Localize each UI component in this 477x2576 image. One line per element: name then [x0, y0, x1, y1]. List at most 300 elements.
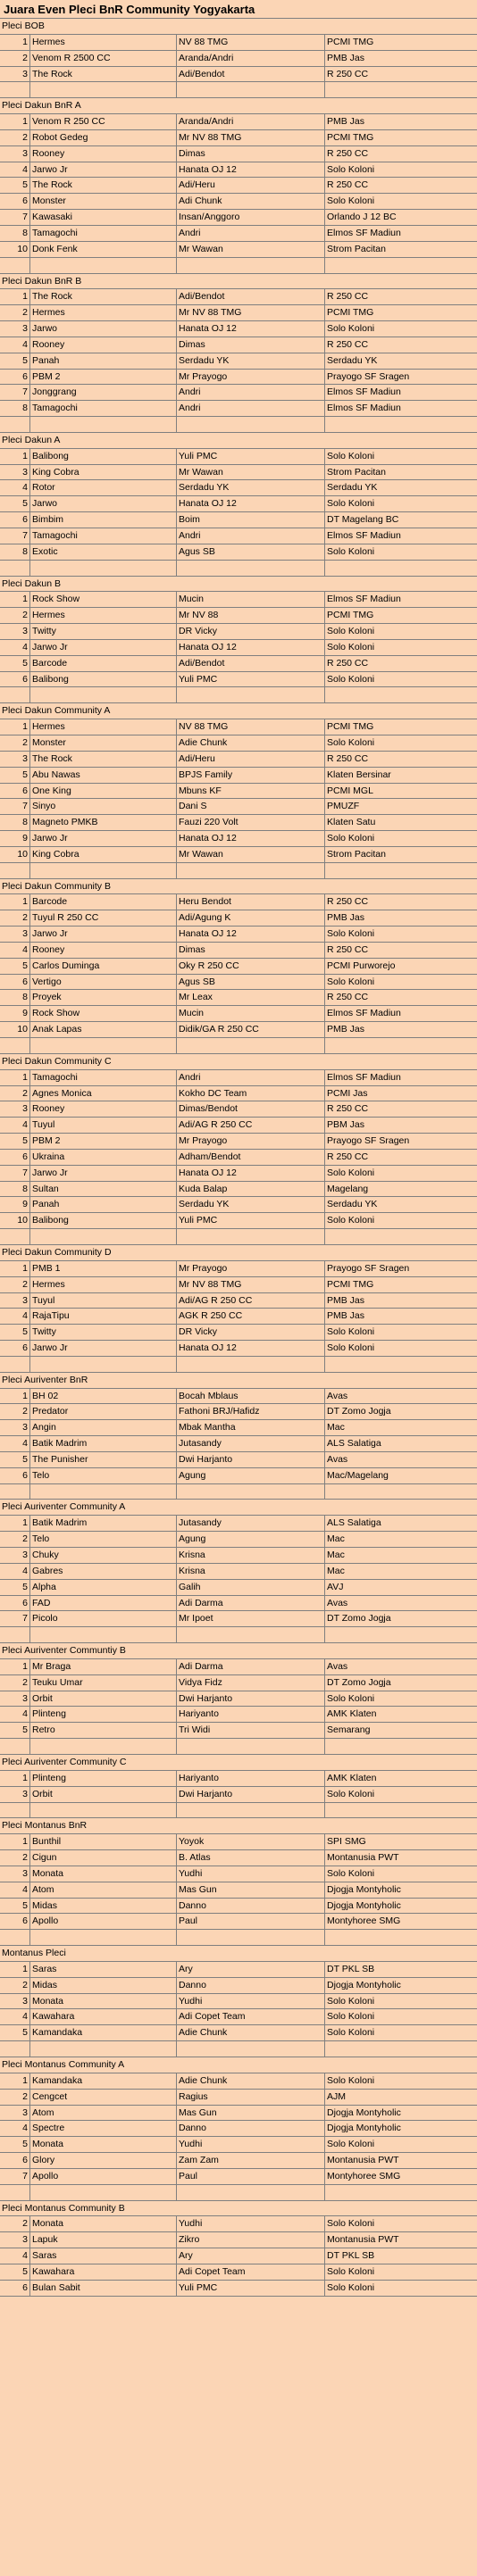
- table-row: [0, 449, 477, 465]
- rank-cell: 3: [0, 624, 30, 639]
- rank-cell: [0, 1038, 30, 1053]
- bird-name-cell: The Rock: [30, 289, 177, 304]
- rank-cell: 5: [0, 959, 30, 974]
- table-row: [0, 544, 477, 561]
- table-row: [0, 894, 477, 910]
- rank-cell: 3: [0, 1787, 30, 1802]
- bird-name-cell: [30, 1739, 177, 1754]
- club-cell: Orlando J 12 BC: [327, 212, 397, 223]
- owner-cell: Mr NV 88 TMG: [177, 1277, 325, 1292]
- rank-cell: 1: [0, 449, 30, 464]
- table-row: [0, 2009, 477, 2025]
- rank-cell: 1: [0, 719, 30, 735]
- club-cell: [325, 1739, 477, 1754]
- club-cell: Djogja Montyholic: [327, 1883, 401, 1895]
- rank-cell: 3: [0, 321, 30, 337]
- rank-cell: 5: [0, 1325, 30, 1340]
- bird-name-cell: Balibong: [30, 449, 177, 464]
- owner-cell: [177, 1803, 325, 1818]
- rank-cell: 1: [0, 114, 30, 129]
- rank-cell: 3: [0, 1691, 30, 1707]
- rank-cell: 5: [0, 656, 30, 671]
- owner-cell: [177, 863, 325, 878]
- bird-name-cell: Panah: [30, 353, 177, 369]
- section-title: Pleci Dakun A: [2, 434, 61, 445]
- bird-name-cell: Exotic: [30, 544, 177, 560]
- bird-name-cell: Twitty: [30, 624, 177, 639]
- bird-name-cell: Anak Lapas: [30, 1022, 177, 1037]
- rank-cell: 4: [0, 2248, 30, 2264]
- owner-cell: Danno: [177, 1899, 325, 1914]
- club-cell: Mac: [327, 1422, 345, 1433]
- table-row: [0, 1341, 477, 1357]
- rank-cell: 4: [0, 640, 30, 655]
- club-cell: [325, 1484, 477, 1500]
- rank-cell: 5: [0, 1899, 30, 1914]
- bird-name-cell: [30, 2041, 177, 2057]
- table-row: [0, 910, 477, 927]
- section-header: [0, 433, 477, 449]
- bird-name-cell: The Punisher: [30, 1452, 177, 1467]
- bird-name-cell: The Rock: [30, 67, 177, 82]
- bird-name-cell: Twitty: [30, 1325, 177, 1340]
- rank-cell: 4: [0, 1436, 30, 1451]
- table-row: [0, 401, 477, 417]
- bird-name-cell: Jarwo Jr: [30, 927, 177, 942]
- owner-cell: Yuli PMC: [177, 672, 325, 687]
- rank-cell: 8: [0, 226, 30, 241]
- table-row: [0, 975, 477, 991]
- club-cell: [325, 687, 477, 702]
- table-row: [0, 1516, 477, 1532]
- bird-name-cell: Rooney: [30, 1101, 177, 1117]
- rank-cell: 7: [0, 1166, 30, 1181]
- owner-cell: Krisna: [177, 1564, 325, 1579]
- table-row: [0, 162, 477, 179]
- owner-cell: Insan/Anggoro: [177, 210, 325, 225]
- club-cell: Solo Koloni: [327, 163, 375, 175]
- owner-cell: Mucin: [177, 592, 325, 607]
- owner-cell: [177, 2041, 325, 2057]
- owner-cell: NV 88 TMG: [177, 35, 325, 50]
- bird-name-cell: King Cobra: [30, 465, 177, 480]
- owner-cell: Mr Wawan: [177, 847, 325, 862]
- section-header: [0, 577, 477, 593]
- club-cell: [325, 2041, 477, 2057]
- owner-cell: Yoyok: [177, 1834, 325, 1849]
- table-row: [0, 1436, 477, 1452]
- bird-name-cell: PBM 2: [30, 1134, 177, 1149]
- owner-cell: Zam Zam: [177, 2153, 325, 2168]
- owner-cell: Dwi Harjanto: [177, 1691, 325, 1707]
- table-row: [0, 2025, 477, 2041]
- rank-cell: 8: [0, 1182, 30, 1197]
- bird-name-cell: Kawasaki: [30, 210, 177, 225]
- table-row: [0, 624, 477, 640]
- rank-cell: 1: [0, 1834, 30, 1849]
- rank-cell: 6: [0, 370, 30, 385]
- section-title: Pleci Auriventer Community C: [2, 1756, 127, 1767]
- bird-name-cell: [30, 258, 177, 273]
- club-cell: R 250 CC: [327, 896, 369, 908]
- bird-name-cell: Monata: [30, 1866, 177, 1882]
- club-cell: Solo Koloni: [327, 673, 375, 685]
- owner-cell: Hanata OJ 12: [177, 1341, 325, 1356]
- club-cell: Serdadu YK: [327, 1199, 378, 1210]
- owner-cell: Danno: [177, 1978, 325, 1993]
- bird-name-cell: Retro: [30, 1723, 177, 1738]
- owner-cell: Kokho DC Team: [177, 1086, 325, 1101]
- rank-cell: 1: [0, 1261, 30, 1276]
- rank-cell: 6: [0, 1341, 30, 1356]
- rank-cell: 2: [0, 2090, 30, 2105]
- bird-name-cell: Midas: [30, 1978, 177, 1993]
- rank-cell: 2: [0, 2216, 30, 2231]
- owner-cell: Yudhi: [177, 1866, 325, 1882]
- blank-row: [0, 1803, 477, 1819]
- owner-cell: Hariyanto: [177, 1707, 325, 1722]
- table-row: [0, 1659, 477, 1675]
- bird-name-cell: Tamagochi: [30, 226, 177, 241]
- rank-cell: 4: [0, 1564, 30, 1579]
- rank-cell: 3: [0, 1293, 30, 1309]
- bird-name-cell: Cigun: [30, 1850, 177, 1866]
- bird-name-cell: Monster: [30, 194, 177, 209]
- table-row: [0, 1707, 477, 1723]
- table-row: [0, 640, 477, 656]
- table-row: [0, 943, 477, 959]
- owner-cell: [177, 1229, 325, 1244]
- bird-name-cell: Tuyul: [30, 1293, 177, 1309]
- table-row: [0, 1420, 477, 1436]
- blank-row: [0, 1930, 477, 1946]
- table-row: [0, 1182, 477, 1198]
- bird-name-cell: [30, 1484, 177, 1500]
- bird-name-cell: [30, 1357, 177, 1372]
- owner-cell: B. Atlas: [177, 1850, 325, 1866]
- table-row: [0, 210, 477, 226]
- club-cell: PCMI TMG: [327, 1278, 374, 1290]
- club-cell: R 250 CC: [327, 68, 369, 79]
- owner-cell: Aranda/Andri: [177, 51, 325, 66]
- bird-name-cell: [30, 82, 177, 97]
- bird-name-cell: RajaTipu: [30, 1309, 177, 1324]
- club-cell: PCMI Purworejo: [327, 960, 396, 971]
- table-row: [0, 114, 477, 130]
- bird-name-cell: [30, 863, 177, 878]
- section-title: Pleci Dakun Community C: [2, 1055, 112, 1067]
- table-row: [0, 146, 477, 162]
- club-cell: AMK Klaten: [327, 1772, 377, 1783]
- owner-cell: DR Vicky: [177, 624, 325, 639]
- rank-cell: 3: [0, 1420, 30, 1435]
- club-cell: Solo Koloni: [327, 2218, 375, 2230]
- owner-cell: Galih: [177, 1580, 325, 1595]
- bird-name-cell: Rock Show: [30, 1006, 177, 1021]
- table-row: [0, 2169, 477, 2185]
- table-row: [0, 927, 477, 943]
- table-row: [0, 1962, 477, 1978]
- table-row: [0, 1150, 477, 1166]
- owner-cell: Hanata OJ 12: [177, 321, 325, 337]
- owner-cell: Andri: [177, 385, 325, 400]
- club-cell: Elmos SF Madiun: [327, 386, 401, 398]
- rank-cell: 10: [0, 847, 30, 862]
- club-cell: [325, 258, 477, 273]
- table-row: [0, 1564, 477, 1580]
- club-cell: PMUZF: [327, 801, 360, 812]
- table-row: [0, 1548, 477, 1564]
- club-cell: AVJ: [327, 1581, 344, 1592]
- rank-cell: 1: [0, 2073, 30, 2089]
- rank-cell: 1: [0, 894, 30, 910]
- club-cell: [325, 863, 477, 878]
- bird-name-cell: Spectre: [30, 2121, 177, 2136]
- table-row: [0, 592, 477, 608]
- club-cell: DT PKL SB: [327, 2250, 375, 2262]
- rank-cell: 10: [0, 242, 30, 257]
- bird-name-cell: Apollo: [30, 1914, 177, 1929]
- bird-name-cell: Batik Madrim: [30, 1516, 177, 1531]
- bird-name-cell: Gabres: [30, 1564, 177, 1579]
- bird-name-cell: Monata: [30, 2137, 177, 2152]
- owner-cell: Dwi Harjanto: [177, 1452, 325, 1467]
- blank-row: [0, 1484, 477, 1500]
- club-cell: Solo Koloni: [327, 1167, 375, 1178]
- table-row: [0, 1452, 477, 1468]
- bird-name-cell: Jarwo Jr: [30, 1341, 177, 1356]
- bird-name-cell: Tamagochi: [30, 528, 177, 544]
- rank-cell: [0, 1739, 30, 1754]
- rank-cell: 4: [0, 1882, 30, 1898]
- table-row: [0, 1787, 477, 1803]
- table-row: [0, 242, 477, 258]
- blank-row: [0, 1038, 477, 1054]
- table-row: [0, 672, 477, 688]
- bird-name-cell: Bimbim: [30, 512, 177, 528]
- rank-cell: 7: [0, 2169, 30, 2184]
- bird-name-cell: Kawahara: [30, 2264, 177, 2280]
- owner-cell: [177, 82, 325, 97]
- bird-name-cell: Rock Show: [30, 592, 177, 607]
- club-cell: PCMI TMG: [327, 307, 374, 319]
- bird-name-cell: Carlos Duminga: [30, 959, 177, 974]
- bird-name-cell: Donk Fenk: [30, 242, 177, 257]
- rank-cell: [0, 1484, 30, 1500]
- bird-name-cell: [30, 1627, 177, 1642]
- club-cell: [325, 1930, 477, 1945]
- club-cell: Solo Koloni: [327, 1342, 375, 1354]
- table-row: [0, 2090, 477, 2106]
- owner-cell: Hanata OJ 12: [177, 831, 325, 846]
- bird-name-cell: Angin: [30, 1420, 177, 1435]
- bird-name-cell: Picolo: [30, 1611, 177, 1626]
- blank-row: [0, 561, 477, 577]
- rank-cell: [0, 1803, 30, 1818]
- table-row: [0, 831, 477, 847]
- owner-cell: Adi Darma: [177, 1596, 325, 1611]
- table-row: [0, 1611, 477, 1627]
- owner-cell: Mbuns KF: [177, 784, 325, 799]
- table-row: [0, 719, 477, 735]
- bird-name-cell: Hermes: [30, 305, 177, 320]
- owner-cell: Yudhi: [177, 2137, 325, 2152]
- owner-cell: Mr Wawan: [177, 465, 325, 480]
- rank-cell: 5: [0, 768, 30, 783]
- rank-cell: 5: [0, 1452, 30, 1467]
- owner-cell: Dimas: [177, 337, 325, 353]
- owner-cell: Adham/Bendot: [177, 1150, 325, 1165]
- table-row: [0, 2232, 477, 2248]
- rank-cell: 5: [0, 1580, 30, 1595]
- bird-name-cell: Hermes: [30, 35, 177, 50]
- rank-cell: 3: [0, 146, 30, 162]
- club-cell: Solo Koloni: [327, 450, 375, 461]
- results-table: [0, 19, 477, 2297]
- club-cell: PCMI MGL: [327, 785, 373, 796]
- club-cell: Solo Koloni: [327, 928, 375, 940]
- club-cell: Elmos SF Madiun: [327, 1008, 401, 1019]
- owner-cell: Adie Chunk: [177, 735, 325, 751]
- bird-name-cell: The Rock: [30, 178, 177, 193]
- rank-cell: 2: [0, 130, 30, 145]
- club-cell: Elmos SF Madiun: [327, 1071, 401, 1083]
- rank-cell: 7: [0, 1611, 30, 1626]
- owner-cell: Adi Darma: [177, 1659, 325, 1674]
- rank-cell: 1: [0, 1771, 30, 1786]
- rank-cell: 2: [0, 1978, 30, 1993]
- table-row: [0, 1834, 477, 1850]
- bird-name-cell: Balibong: [30, 672, 177, 687]
- bird-name-cell: One King: [30, 784, 177, 799]
- bird-name-cell: Monata: [30, 2216, 177, 2231]
- rank-cell: 4: [0, 943, 30, 958]
- table-row: [0, 51, 477, 67]
- club-cell: [325, 82, 477, 97]
- owner-cell: Bocah Mblaus: [177, 1389, 325, 1404]
- rank-cell: 6: [0, 1468, 30, 1483]
- bird-name-cell: Alpha: [30, 1580, 177, 1595]
- bird-name-cell: [30, 1930, 177, 1945]
- table-row: [0, 1723, 477, 1739]
- table-row: [0, 1882, 477, 1899]
- table-row: [0, 1022, 477, 1038]
- club-cell: AMK Klaten: [327, 1708, 377, 1720]
- section-header: [0, 98, 477, 114]
- owner-cell: Adi/Heru: [177, 752, 325, 767]
- table-row: [0, 1101, 477, 1118]
- bird-name-cell: Bulan Sabit: [30, 2281, 177, 2296]
- bird-name-cell: Hermes: [30, 608, 177, 623]
- club-cell: PCMI Jas: [327, 1087, 368, 1099]
- club-cell: Solo Koloni: [327, 2011, 375, 2023]
- bird-name-cell: Jarwo Jr: [30, 1166, 177, 1181]
- club-cell: ALS Salatiga: [327, 1438, 381, 1450]
- club-cell: [325, 2185, 477, 2200]
- club-cell: Avas: [327, 1390, 348, 1401]
- rank-cell: [0, 863, 30, 878]
- table-row: [0, 178, 477, 194]
- owner-cell: Krisna: [177, 1548, 325, 1563]
- rank-cell: 2: [0, 1277, 30, 1292]
- bird-name-cell: Predator: [30, 1404, 177, 1419]
- club-cell: PMB Jas: [327, 1310, 365, 1322]
- club-cell: Solo Koloni: [327, 1788, 375, 1799]
- table-row: [0, 1197, 477, 1213]
- bird-name-cell: Hermes: [30, 1277, 177, 1292]
- rank-cell: 5: [0, 1723, 30, 1738]
- club-cell: [325, 1038, 477, 1053]
- rank-cell: 3: [0, 1548, 30, 1563]
- rank-cell: 3: [0, 1866, 30, 1882]
- owner-cell: Mr Prayogo: [177, 1261, 325, 1276]
- club-cell: Montanusia PWT: [327, 2155, 399, 2166]
- owner-cell: Serdadu YK: [177, 353, 325, 369]
- rank-cell: 1: [0, 289, 30, 304]
- section-title: Pleci Dakun Community A: [2, 705, 111, 717]
- club-cell: Montanusia PWT: [327, 1852, 399, 1864]
- section-title: Pleci Auriventer Communtiy B: [2, 1645, 126, 1657]
- owner-cell: Dimas: [177, 146, 325, 162]
- bird-name-cell: Lapuk: [30, 2232, 177, 2248]
- section-header: [0, 1054, 477, 1070]
- bird-name-cell: Glory: [30, 2153, 177, 2168]
- club-cell: Solo Koloni: [327, 641, 375, 652]
- rank-cell: 5: [0, 2025, 30, 2040]
- rank-cell: 2: [0, 1404, 30, 1419]
- club-cell: R 250 CC: [327, 291, 369, 303]
- owner-cell: Yuli PMC: [177, 449, 325, 464]
- owner-cell: Andri: [177, 528, 325, 544]
- rank-cell: 6: [0, 1596, 30, 1611]
- club-cell: R 250 CC: [327, 147, 369, 159]
- club-cell: PMB Jas: [327, 52, 365, 63]
- bird-name-cell: Agnes Monica: [30, 1086, 177, 1101]
- table-row: [0, 1468, 477, 1484]
- club-cell: PMB Jas: [327, 912, 365, 924]
- section-title: Pleci Dakun Community D: [2, 1246, 112, 1258]
- owner-cell: AGK R 250 CC: [177, 1309, 325, 1324]
- bird-name-cell: Cengcet: [30, 2090, 177, 2105]
- rank-cell: 2: [0, 1532, 30, 1547]
- table-row: [0, 847, 477, 863]
- club-cell: Mac/Magelang: [327, 1469, 389, 1481]
- bird-name-cell: Jarwo Jr: [30, 831, 177, 846]
- table-row: [0, 1580, 477, 1596]
- club-cell: DT Magelang BC: [327, 514, 399, 526]
- owner-cell: Adi Chunk: [177, 194, 325, 209]
- section-header: [0, 274, 477, 290]
- table-row: [0, 2264, 477, 2281]
- bird-name-cell: Orbit: [30, 1787, 177, 1802]
- bird-name-cell: Telo: [30, 1468, 177, 1483]
- club-cell: Magelang: [327, 1183, 369, 1194]
- owner-cell: [177, 258, 325, 273]
- club-cell: Solo Koloni: [327, 736, 375, 748]
- bird-name-cell: Vertigo: [30, 975, 177, 990]
- owner-cell: Mr NV 88 TMG: [177, 130, 325, 145]
- table-row: [0, 799, 477, 815]
- table-row: [0, 337, 477, 353]
- table-row: [0, 608, 477, 624]
- club-cell: Solo Koloni: [327, 2074, 375, 2086]
- club-cell: PCMI TMG: [327, 36, 374, 47]
- section-header: [0, 1373, 477, 1389]
- club-cell: Solo Koloni: [327, 498, 375, 510]
- bird-name-cell: Panah: [30, 1197, 177, 1212]
- table-row: [0, 735, 477, 752]
- blank-row: [0, 417, 477, 433]
